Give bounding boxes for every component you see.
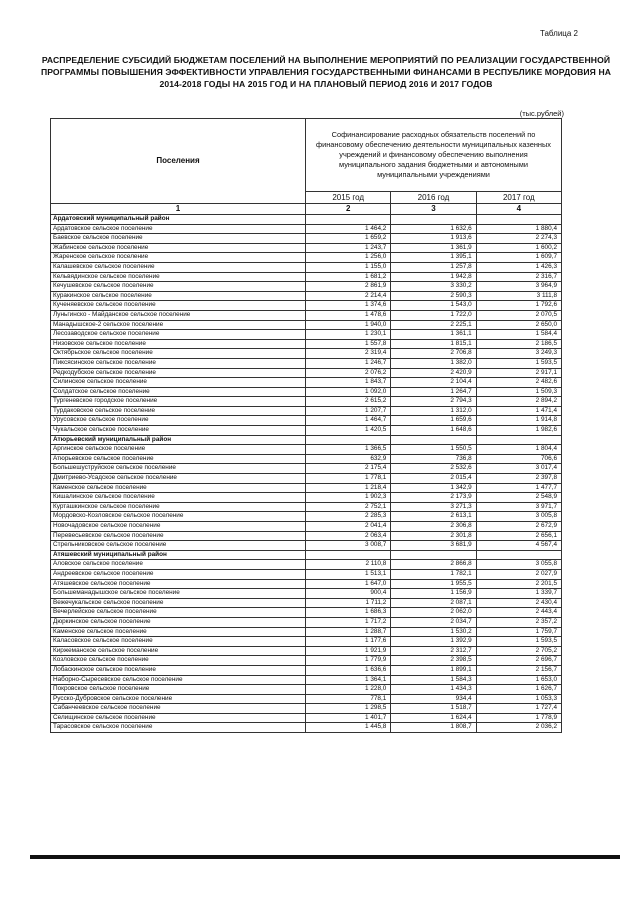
value-2017: 1 584,4 <box>476 330 561 340</box>
value-2017: 1 426,3 <box>476 262 561 272</box>
table-row <box>51 685 562 695</box>
table-row <box>51 253 562 263</box>
settlement-name: Солдатское сельское поселение <box>51 387 306 397</box>
value-2015: 1 155,0 <box>306 262 391 272</box>
settlement-name: Покровское сельское поселение <box>51 685 306 695</box>
value-2017: 1 982,6 <box>476 426 561 436</box>
value-2015: 1 374,6 <box>306 301 391 311</box>
value-2015: 2 214,4 <box>306 291 391 301</box>
value-2016: 2 306,8 <box>391 522 476 532</box>
settlement-name: Редкодубское сельское поселение <box>51 368 306 378</box>
settlement-name: Аловское сельское поселение <box>51 560 306 570</box>
value-2017: 1 509,3 <box>476 387 561 397</box>
settlement-name: Куракинское сельское поселение <box>51 291 306 301</box>
value-2017: 2 548,9 <box>476 493 561 503</box>
value-2017: 2 156,7 <box>476 665 561 675</box>
settlement-name: Силинское сельское поселение <box>51 378 306 388</box>
value-2015: 1 940,0 <box>306 320 391 330</box>
value-2017: 1 804,4 <box>476 445 561 455</box>
value-2016: 2 034,7 <box>391 617 476 627</box>
value-2017: 1 477,7 <box>476 483 561 493</box>
empty-cell <box>306 550 391 560</box>
value-2016: 1 648,6 <box>391 426 476 436</box>
value-2017: 2 430,4 <box>476 598 561 608</box>
table-row <box>51 454 562 464</box>
empty-cell <box>391 215 476 225</box>
value-2017: 1 727,4 <box>476 704 561 714</box>
settlement-name: Козловское сельское поселение <box>51 656 306 666</box>
table-row <box>51 617 562 627</box>
value-2015: 1 243,7 <box>306 243 391 253</box>
value-2017: 2 357,2 <box>476 617 561 627</box>
value-2016: 1 257,8 <box>391 262 476 272</box>
table-row <box>51 397 562 407</box>
settlement-name: Новочадовское сельское поселение <box>51 522 306 532</box>
table-row <box>51 234 562 244</box>
value-2017: 2 316,7 <box>476 272 561 282</box>
settlement-name: Перевесьевское сельское поселение <box>51 531 306 541</box>
value-2015: 1 464,2 <box>306 224 391 234</box>
value-2016: 1 942,8 <box>391 272 476 282</box>
value-2015: 2 175,4 <box>306 464 391 474</box>
value-2016: 1 659,6 <box>391 416 476 426</box>
settlement-name: Кельвядинское сельское поселение <box>51 272 306 282</box>
page-divider <box>30 855 620 859</box>
settlement-name: Жабинское сельское поселение <box>51 243 306 253</box>
value-2017: 2 070,5 <box>476 310 561 320</box>
value-2017: 1 339,7 <box>476 589 561 599</box>
value-2016: 2 866,8 <box>391 560 476 570</box>
settlement-name: Манадышское-2 сельское поселение <box>51 320 306 330</box>
value-2015: 1 779,9 <box>306 656 391 666</box>
table-body <box>51 215 562 733</box>
value-2015: 1 478,6 <box>306 310 391 320</box>
value-2017: 2 650,0 <box>476 320 561 330</box>
settlement-name: Вечерлейское сельское поселение <box>51 608 306 618</box>
value-2015: 1 717,2 <box>306 617 391 627</box>
settlement-name: Каласовское сельское поселение <box>51 637 306 647</box>
table-row <box>51 665 562 675</box>
value-2015: 1 177,6 <box>306 637 391 647</box>
table-row <box>51 531 562 541</box>
settlement-name: Каменское сельское поселение <box>51 627 306 637</box>
value-2016: 2 225,1 <box>391 320 476 330</box>
header-year-2016: 2016 год <box>391 192 476 204</box>
value-2017: 1 914,8 <box>476 416 561 426</box>
empty-cell <box>391 435 476 445</box>
empty-cell <box>476 215 561 225</box>
table-row <box>51 243 562 253</box>
value-2017: 706,6 <box>476 454 561 464</box>
value-2015: 1 647,0 <box>306 579 391 589</box>
value-2015: 1 681,2 <box>306 272 391 282</box>
value-2015: 1 207,7 <box>306 406 391 416</box>
table-row <box>51 378 562 388</box>
value-2016: 1 395,1 <box>391 253 476 263</box>
settlement-name: Сабанчеевское сельское поселение <box>51 704 306 714</box>
settlement-name: Лобаскинское сельское поселение <box>51 665 306 675</box>
settlement-name: Большеманадышское сельское поселение <box>51 589 306 599</box>
value-2016: 1 955,5 <box>391 579 476 589</box>
table-row <box>51 646 562 656</box>
value-2017: 1 600,2 <box>476 243 561 253</box>
value-2015: 2 752,1 <box>306 502 391 512</box>
value-2017: 1 792,6 <box>476 301 561 311</box>
value-2016: 2 706,8 <box>391 349 476 359</box>
value-2017: 2 027,9 <box>476 569 561 579</box>
settlement-name: Баевское сельское поселение <box>51 234 306 244</box>
header-col-number-3: 3 <box>391 204 476 215</box>
table-row <box>51 656 562 666</box>
value-2017: 2 274,3 <box>476 234 561 244</box>
value-2017: 2 917,1 <box>476 368 561 378</box>
value-2017: 4 567,4 <box>476 541 561 551</box>
empty-cell <box>476 550 561 560</box>
value-2016: 1 808,7 <box>391 723 476 733</box>
value-2016: 2 062,0 <box>391 608 476 618</box>
settlement-name: Урусовское сельское поселение <box>51 416 306 426</box>
table-row <box>51 675 562 685</box>
value-2017: 1 609,7 <box>476 253 561 263</box>
value-2016: 1 264,7 <box>391 387 476 397</box>
value-2016: 2 312,7 <box>391 646 476 656</box>
settlement-name: Каменское сельское поселение <box>51 483 306 493</box>
district-row <box>51 435 562 445</box>
table-row <box>51 224 562 234</box>
value-2016: 2 590,3 <box>391 291 476 301</box>
value-2015: 2 319,4 <box>306 349 391 359</box>
table-row <box>51 320 562 330</box>
value-2017: 1 053,3 <box>476 694 561 704</box>
settlement-name: Мордовско-Козловское сельское поселение <box>51 512 306 522</box>
value-2016: 1 632,6 <box>391 224 476 234</box>
value-2015: 1 288,7 <box>306 627 391 637</box>
table-row <box>51 387 562 397</box>
district-name: Атяшевский муниципальный район <box>51 550 306 560</box>
table-row <box>51 349 562 359</box>
table-row <box>51 723 562 733</box>
settlement-name: Жаренское сельское поселение <box>51 253 306 263</box>
value-2016: 1 815,1 <box>391 339 476 349</box>
district-name: Ардатовский муниципальный район <box>51 215 306 225</box>
value-2017: 2 186,5 <box>476 339 561 349</box>
value-2015: 1 256,0 <box>306 253 391 263</box>
settlement-name: Курташкинское сельское поселение <box>51 502 306 512</box>
table-row <box>51 310 562 320</box>
settlement-name: Наборно-Сыресевское сельское поселение <box>51 675 306 685</box>
value-2016: 1 382,0 <box>391 358 476 368</box>
settlement-name: Дмитриево-Усадское сельское поселение <box>51 474 306 484</box>
value-2016: 1 913,6 <box>391 234 476 244</box>
value-2015: 632,9 <box>306 454 391 464</box>
value-2016: 2 613,1 <box>391 512 476 522</box>
settlement-name: Октябрьское сельское поселение <box>51 349 306 359</box>
value-2016: 1 543,0 <box>391 301 476 311</box>
settlement-name: Андреевское сельское поселение <box>51 569 306 579</box>
value-2017: 2 482,6 <box>476 378 561 388</box>
value-2015: 1 246,7 <box>306 358 391 368</box>
value-2017: 2 036,2 <box>476 723 561 733</box>
settlement-name: Калашевское сельское поселение <box>51 262 306 272</box>
value-2016: 1 312,0 <box>391 406 476 416</box>
subsidy-table <box>50 118 562 733</box>
settlement-name: Ардатовское сельское поселение <box>51 224 306 234</box>
empty-cell <box>476 435 561 445</box>
table-row <box>51 262 562 272</box>
value-2015: 1 686,3 <box>306 608 391 618</box>
value-2016: 2 173,9 <box>391 493 476 503</box>
value-2017: 1 471,4 <box>476 406 561 416</box>
table-row <box>51 589 562 599</box>
table-row <box>51 301 562 311</box>
value-2017: 3 017,4 <box>476 464 561 474</box>
settlement-name: Турдаковское сельское поселение <box>51 406 306 416</box>
value-2017: 1 759,7 <box>476 627 561 637</box>
table-row <box>51 464 562 474</box>
value-2016: 2 398,5 <box>391 656 476 666</box>
table-row <box>51 474 562 484</box>
table-row <box>51 406 562 416</box>
value-2015: 1 401,7 <box>306 713 391 723</box>
table-row <box>51 522 562 532</box>
value-2015: 2 063,4 <box>306 531 391 541</box>
value-2015: 2 041,4 <box>306 522 391 532</box>
settlement-name: Киржеманское сельское поселение <box>51 646 306 656</box>
settlement-name: Кишалинское сельское поселение <box>51 493 306 503</box>
value-2016: 3 330,2 <box>391 282 476 292</box>
settlement-name: Селищинское сельское поселение <box>51 713 306 723</box>
value-2015: 1 445,8 <box>306 723 391 733</box>
value-2017: 3 055,8 <box>476 560 561 570</box>
value-2015: 1 557,8 <box>306 339 391 349</box>
settlement-name: Стрельниковское сельское поселение <box>51 541 306 551</box>
table-row <box>51 368 562 378</box>
table-row <box>51 512 562 522</box>
table-row <box>51 291 562 301</box>
value-2016: 3 271,3 <box>391 502 476 512</box>
settlement-name: Русско-Дубровское сельское поселение <box>51 694 306 704</box>
settlement-name: Тарасовское сельское поселение <box>51 723 306 733</box>
value-2016: 2 087,1 <box>391 598 476 608</box>
value-2015: 3 008,7 <box>306 541 391 551</box>
value-2016: 2 794,3 <box>391 397 476 407</box>
units-label: (тыс.рублей) <box>519 109 564 118</box>
value-2015: 1 298,5 <box>306 704 391 714</box>
value-2016: 1 361,9 <box>391 243 476 253</box>
settlement-name: Большешуструйское сельское поселение <box>51 464 306 474</box>
value-2017: 2 672,9 <box>476 522 561 532</box>
value-2015: 2 285,3 <box>306 512 391 522</box>
value-2016: 3 681,9 <box>391 541 476 551</box>
value-2015: 1 902,3 <box>306 493 391 503</box>
value-2017: 3 005,8 <box>476 512 561 522</box>
value-2015: 1 778,1 <box>306 474 391 484</box>
table-row <box>51 493 562 503</box>
value-2017: 3 971,7 <box>476 502 561 512</box>
table-row <box>51 637 562 647</box>
table-row <box>51 694 562 704</box>
value-2015: 2 861,9 <box>306 282 391 292</box>
table-row <box>51 579 562 589</box>
empty-cell <box>306 215 391 225</box>
value-2015: 1 513,1 <box>306 569 391 579</box>
value-2015: 1 218,4 <box>306 483 391 493</box>
value-2015: 2 110,8 <box>306 560 391 570</box>
settlement-name: Аргинское сельское поселение <box>51 445 306 455</box>
header-col-number-4: 4 <box>476 204 561 215</box>
value-2015: 1 228,0 <box>306 685 391 695</box>
value-2016: 1 722,0 <box>391 310 476 320</box>
table-row <box>51 358 562 368</box>
value-2017: 3 249,3 <box>476 349 561 359</box>
value-2016: 1 899,1 <box>391 665 476 675</box>
settlement-name: Лесозаводское сельское поселение <box>51 330 306 340</box>
value-2016: 1 361,1 <box>391 330 476 340</box>
settlement-name: Вежечукальское сельское поселение <box>51 598 306 608</box>
table-row <box>51 445 562 455</box>
value-2016: 1 342,9 <box>391 483 476 493</box>
table-row <box>51 608 562 618</box>
table-row <box>51 426 562 436</box>
settlement-name: Пиксясинское сельское поселение <box>51 358 306 368</box>
value-2017: 1 880,4 <box>476 224 561 234</box>
value-2015: 1 420,5 <box>306 426 391 436</box>
value-2015: 1 230,1 <box>306 330 391 340</box>
value-2016: 2 015,4 <box>391 474 476 484</box>
settlement-name: Чукальское сельское поселение <box>51 426 306 436</box>
value-2015: 1 092,0 <box>306 387 391 397</box>
value-2015: 2 076,2 <box>306 368 391 378</box>
header-settlements: Поселения <box>51 119 306 204</box>
table-row <box>51 330 562 340</box>
header-col-number-1: 1 <box>51 204 306 215</box>
value-2016: 2 104,4 <box>391 378 476 388</box>
value-2016: 1 782,1 <box>391 569 476 579</box>
table-row <box>51 598 562 608</box>
document-title: РАСПРЕДЕЛЕНИЕ СУБСИДИЙ БЮДЖЕТАМ ПОСЕЛЕНИЙ НА ВЫПОЛНЕНИЕ МЕРОПРИЯТИЙ ПО РЕАЛИЗАЦИИ ГОСУДАРСТВЕННОЙ ПРОГРАММЫ ПОВЫШЕНИЯ ЭФФЕКТИВНОСТИ УПРАВЛЕНИЯ ГОСУДАРСТВЕННЫМИ ФИНАНСАМИ В РЕСПУБЛИКЕ МОРДОВИЯ НА 2014-2018 ГОДЫ НА 2015 ГОД И НА ПЛАНОВЫЙ ПЕРИОД 2016 И 2017 ГОДОВ <box>40 55 612 89</box>
value-2015: 900,4 <box>306 589 391 599</box>
value-2016: 2 301,8 <box>391 531 476 541</box>
district-name: Атюрьевский муниципальный район <box>51 435 306 445</box>
table-row <box>51 569 562 579</box>
value-2017: 2 397,8 <box>476 474 561 484</box>
settlement-name: Низовское сельское поселение <box>51 339 306 349</box>
value-2016: 1 584,3 <box>391 675 476 685</box>
value-2016: 1 434,3 <box>391 685 476 695</box>
table-row <box>51 627 562 637</box>
value-2016: 1 392,9 <box>391 637 476 647</box>
value-2016: 934,4 <box>391 694 476 704</box>
settlement-name: Кечушевское сельское поселение <box>51 282 306 292</box>
table-label: Таблица 2 <box>539 29 578 38</box>
table-row <box>51 339 562 349</box>
value-2017: 2 201,5 <box>476 579 561 589</box>
settlement-name: Тургеневское городское поселение <box>51 397 306 407</box>
table-row <box>51 541 562 551</box>
value-2015: 1 711,2 <box>306 598 391 608</box>
value-2017: 1 626,7 <box>476 685 561 695</box>
value-2017: 1 593,5 <box>476 637 561 647</box>
value-2017: 1 653,0 <box>476 675 561 685</box>
value-2015: 1 921,9 <box>306 646 391 656</box>
value-2016: 1 156,9 <box>391 589 476 599</box>
table-row <box>51 272 562 282</box>
table-row <box>51 483 562 493</box>
value-2017: 2 705,2 <box>476 646 561 656</box>
value-2015: 778,1 <box>306 694 391 704</box>
value-2017: 2 656,1 <box>476 531 561 541</box>
value-2016: 1 530,2 <box>391 627 476 637</box>
table-row <box>51 282 562 292</box>
value-2017: 3 964,9 <box>476 282 561 292</box>
header-year-2015: 2015 год <box>306 192 391 204</box>
value-2015: 1 364,1 <box>306 675 391 685</box>
value-2015: 1 659,2 <box>306 234 391 244</box>
value-2015: 1 843,7 <box>306 378 391 388</box>
empty-cell <box>306 435 391 445</box>
value-2015: 1 636,6 <box>306 665 391 675</box>
table-row <box>51 502 562 512</box>
table-row <box>51 704 562 714</box>
settlement-name: Дюркинское сельское поселение <box>51 617 306 627</box>
value-2015: 1 366,5 <box>306 445 391 455</box>
value-2017: 1 778,9 <box>476 713 561 723</box>
value-2017: 3 111,8 <box>476 291 561 301</box>
value-2017: 2 894,2 <box>476 397 561 407</box>
settlement-name: Атяшевское сельское поселение <box>51 579 306 589</box>
value-2016: 1 518,7 <box>391 704 476 714</box>
value-2016: 2 420,9 <box>391 368 476 378</box>
value-2015: 1 464,7 <box>306 416 391 426</box>
value-2016: 2 532,6 <box>391 464 476 474</box>
district-row <box>51 550 562 560</box>
value-2017: 1 593,5 <box>476 358 561 368</box>
empty-cell <box>391 550 476 560</box>
value-2016: 736,8 <box>391 454 476 464</box>
value-2016: 1 624,4 <box>391 713 476 723</box>
header-description: Софинансирование расходных обязательств поселений по финансовому обеспечению деятельности муниципальных казенных учреждений и финансовому обеспечению выполнения муниципального задания бюджетными и автономными муниципальными учреждениями <box>306 119 562 192</box>
header-col-number-2: 2 <box>306 204 391 215</box>
value-2017: 2 696,7 <box>476 656 561 666</box>
table-row <box>51 416 562 426</box>
value-2015: 2 615,2 <box>306 397 391 407</box>
value-2016: 1 550,5 <box>391 445 476 455</box>
header-year-2017: 2017 год <box>476 192 561 204</box>
settlement-name: Кученяевское сельское поселение <box>51 301 306 311</box>
table-row <box>51 560 562 570</box>
settlement-name: Луньгинско - Майданское сельское поселение <box>51 310 306 320</box>
district-row <box>51 215 562 225</box>
value-2017: 2 443,4 <box>476 608 561 618</box>
settlement-name: Атюрьевское сельское поселение <box>51 454 306 464</box>
table-row <box>51 713 562 723</box>
